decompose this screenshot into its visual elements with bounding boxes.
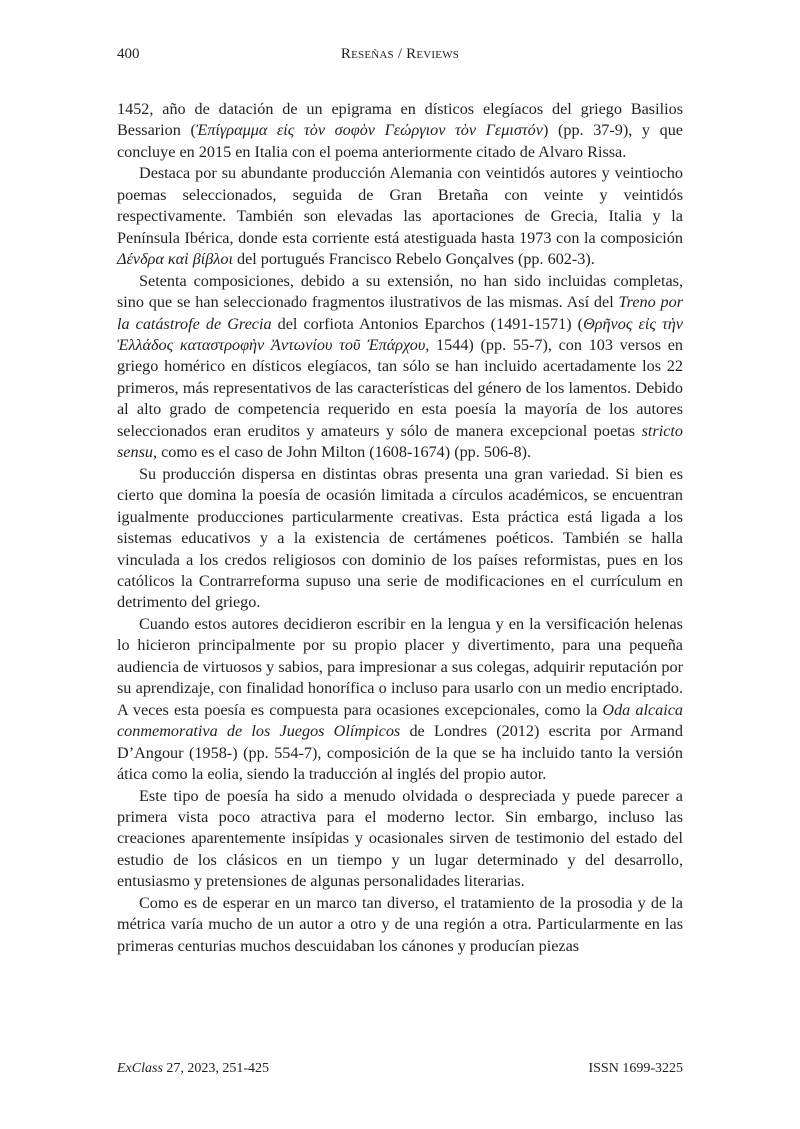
journal-name: ExClass bbox=[117, 1061, 163, 1076]
paragraph bbox=[117, 893, 683, 957]
italic-text: Θρῆνος εἰς τὴν Ἑλλάδος καταστροφὴν Ἀντωνίου τοῦ Ἐπάρχου bbox=[117, 314, 683, 354]
issn: ISSN 1699-3225 bbox=[588, 1061, 683, 1076]
paragraph bbox=[117, 464, 683, 614]
italic-text: Treno por la catástrofe de Grecia bbox=[117, 293, 683, 333]
text-run: del corfiota Antonios Eparchos (1491-1571) ( bbox=[271, 314, 584, 333]
text-run: , 1544) (pp. 55-7), con 103 versos en griego homérico en dísticos elegíacos, tan sólo se han incluido acertadamente los 22 primeros, más representativos de las características del género de los lamentos. Debido al alto grado de competencia requerido en esta poesía la mayoría de los autores seleccionados eran eruditos y amateurs y sólo de manera excepcional poetas bbox=[117, 335, 683, 440]
italic-text: Ἐπίγραμμα εἰς τὸν σοφὸν Γεώργιον τὸν Γεμιστόν bbox=[195, 121, 543, 140]
paragraph bbox=[117, 271, 683, 464]
page-number: 400 bbox=[117, 46, 140, 62]
text-run: ) (pp. 37-9), y que concluye en 2015 en Italia con el poema anteriormente citado de Alvaro Rissa. bbox=[117, 121, 683, 161]
journal-citation bbox=[117, 1061, 269, 1077]
text-run: Destaca por su abundante producción Alemania con veintidós autores y veintiocho poemas seleccionados, seguida de Gran Bretaña con veinte y veintidós respectivamente. También son elevadas las aportaciones de Grecia, Italia y la Península Ibérica, donde esta corriente está atestiguada hasta 1973 con la composición bbox=[117, 164, 683, 247]
body-text bbox=[117, 99, 683, 957]
paragraph bbox=[117, 786, 683, 893]
paragraph bbox=[117, 614, 683, 786]
italic-text: Oda alcaica conmemorativa de los Juegos Olímpicos bbox=[117, 700, 684, 741]
running-head: Reseñas / Reviews bbox=[340, 46, 460, 62]
text-run: , como es el caso de John Milton (1608-1674) (pp. 506-8). bbox=[152, 443, 532, 462]
paragraph bbox=[117, 99, 683, 163]
text-run: 1452, año de datación de un epigrama en dísticos elegíacos del griego Basilios Bessarion ( bbox=[117, 100, 683, 140]
text-run: Como es de esperar en un marco tan diverso, el tratamiento de la prosodia y de la métrica varía mucho de un autor a otro y de una región a otra. Particularmente en las primeras centurias muchos descuidaban los cánones y producían piezas bbox=[117, 893, 683, 955]
text-run: Este tipo de poesía ha sido a menudo olvidada o despreciada y puede parecer a primera vista poco atractiva para el moderno lector. Sin embargo, incluso las creaciones aparentemente insípidas y ocasionales sirven de testimonio del estado del estudio de los clásicos en un tiempo y un lugar determinado y del desarrollo, entusiasmo y pretensiones de algunas personalidades literarias. bbox=[117, 786, 683, 891]
text-run: de Londres (2012) escrita por Armand D’Angour (1958-) (pp. 554-7), composición de la que se ha incluido tanto la versión ática como la eolia, siendo la traducción al inglés del propio autor. bbox=[117, 722, 683, 784]
text-run: del portugués Francisco Rebelo Gonçalves (pp. 602-3). bbox=[232, 250, 595, 269]
text-run: Setenta composiciones, debido a su extensión, no han sido incluidas completas, sino que se han seleccionado fragmentos ilustrativos de las mismas. Así del bbox=[117, 271, 683, 312]
text-run: Cuando estos autores decidieron escribir en la lengua y en la versificación helenas lo hicieron principalmente por su propio placer y divertimento, para una pequeña audiencia de virtuosos y sabios, para impresionar a sus colegas, adquirir reputación por su aprendizaje, con finalidad honorífica o incluso para usarlo con un medio encriptado. A veces esta poesía es compuesta para ocasiones excepcionales, como la bbox=[117, 614, 683, 719]
page-header bbox=[117, 46, 683, 66]
italic-text: stricto sensu bbox=[117, 421, 683, 462]
italic-text: Δένδρα καὶ βίβλοι bbox=[117, 250, 233, 269]
paragraph bbox=[117, 163, 683, 270]
text-run: Su producción dispersa en distintas obras presenta una gran variedad. Si bien es cierto que domina la poesía de ocasión limitada a círculos académicos, se encuentran igualmente producciones particularmente creativas. Esta práctica está ligada a los sistemas educativos y a la existencia de certámenes poéticos. También se halla vinculada a los credos religiosos con dominio de los países reformistas, pues en los católicos la Contrarreforma supuso una serie de modificaciones en el currículum en detrimento del griego. bbox=[117, 464, 683, 612]
volume-pages: 27, 2023, 251-425 bbox=[162, 1061, 270, 1076]
